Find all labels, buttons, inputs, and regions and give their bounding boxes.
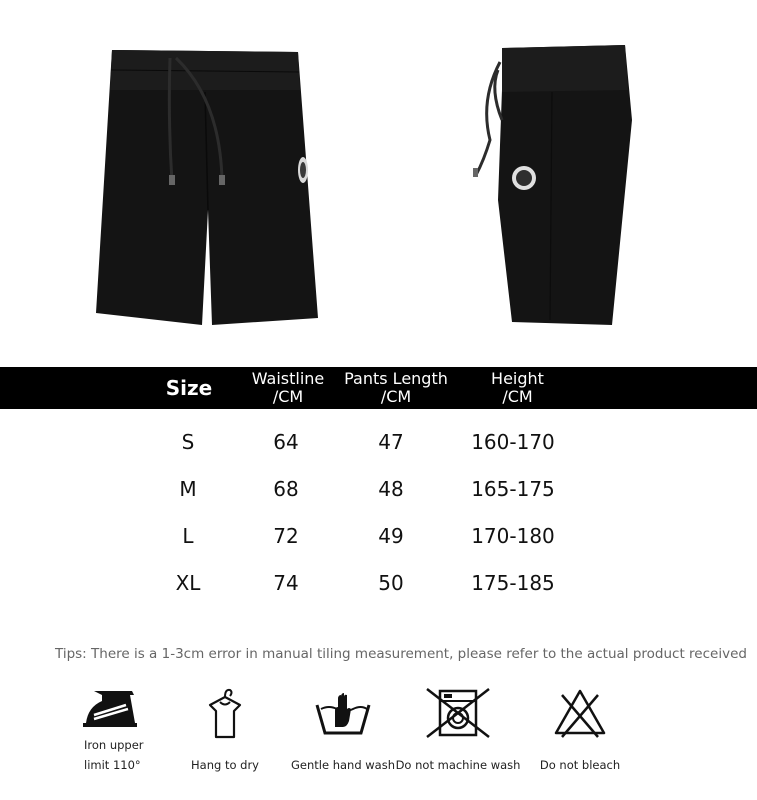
length-cell: 47 bbox=[378, 430, 404, 454]
height-cell: 170-180 bbox=[471, 524, 555, 548]
waistline-cell: 68 bbox=[273, 477, 299, 501]
hand-wash-icon bbox=[313, 685, 373, 741]
waistline-cell: 74 bbox=[273, 571, 299, 595]
table-row bbox=[0, 516, 757, 556]
measurement-tips: Tips: There is a 1-3cm error in manual tiling measurement, please refer to the actual product received bbox=[55, 646, 747, 662]
size-cell: M bbox=[179, 477, 197, 501]
length-cell: 50 bbox=[378, 571, 404, 595]
care-nobleach bbox=[515, 685, 645, 775]
care-wash-label: Gentle hand wash bbox=[290, 758, 396, 772]
care-nomachine bbox=[393, 685, 523, 775]
height-cell: 165-175 bbox=[471, 477, 555, 501]
care-hang bbox=[160, 685, 290, 775]
care-iron bbox=[50, 685, 170, 775]
care-iron-label: Iron upper limit 110° bbox=[84, 738, 144, 772]
table-row bbox=[0, 563, 757, 603]
product-front-image bbox=[60, 0, 360, 360]
table-row bbox=[0, 422, 757, 462]
table-row bbox=[0, 469, 757, 509]
no-bleach-icon bbox=[550, 685, 610, 741]
header-height: Height /CM bbox=[491, 369, 544, 406]
height-cell: 175-185 bbox=[471, 571, 555, 595]
care-wash bbox=[278, 685, 408, 775]
size-cell: S bbox=[181, 430, 195, 454]
iron-icon bbox=[80, 685, 140, 731]
size-cell: L bbox=[182, 524, 194, 548]
length-cell: 48 bbox=[378, 477, 404, 501]
product-side-image bbox=[440, 0, 660, 360]
header-waistline: Waistline /CM bbox=[251, 369, 325, 406]
waistline-cell: 64 bbox=[273, 430, 299, 454]
hanger-shirt-icon bbox=[200, 685, 250, 741]
care-hang-label: Hang to dry bbox=[191, 758, 259, 772]
care-nomachine-label: Do not machine wash bbox=[395, 758, 521, 772]
size-cell: XL bbox=[175, 571, 201, 595]
no-machine-wash-icon bbox=[423, 685, 493, 741]
length-cell: 49 bbox=[378, 524, 404, 548]
height-cell: 160-170 bbox=[471, 430, 555, 454]
waistline-cell: 72 bbox=[273, 524, 299, 548]
header-size: Size bbox=[165, 376, 213, 400]
size-table-header bbox=[0, 367, 757, 409]
care-nobleach-label: Do not bleach bbox=[539, 758, 621, 772]
header-pants-length: Pants Length /CM bbox=[344, 369, 448, 406]
